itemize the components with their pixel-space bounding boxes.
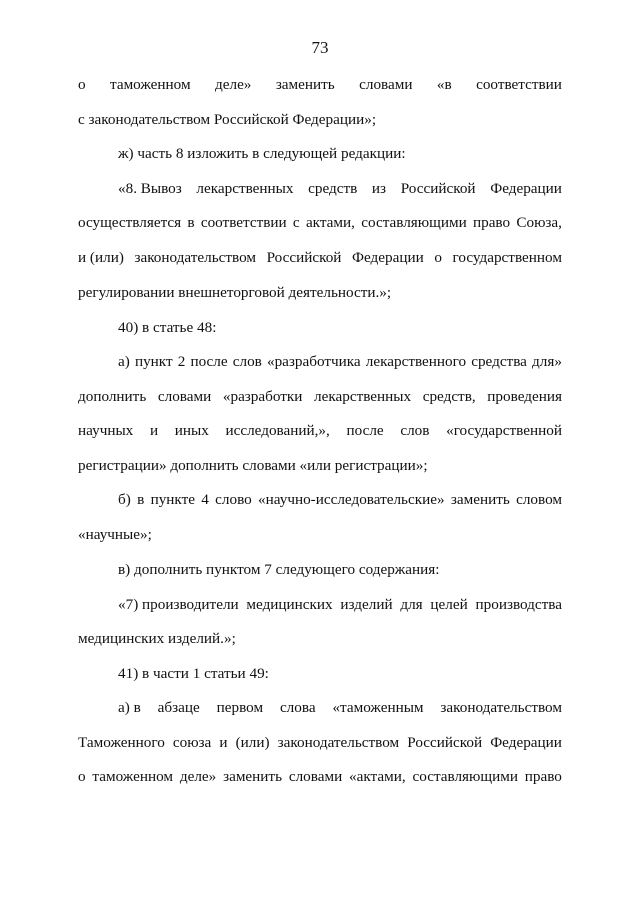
word: Российской [266, 249, 342, 266]
text-line-14: «научные»; [78, 526, 152, 543]
word: слово [215, 491, 252, 508]
word: пункт [134, 353, 173, 370]
word: право [524, 768, 562, 785]
word: законодательством [134, 249, 256, 266]
text-line-16 [118, 595, 562, 615]
text-line-9 [118, 352, 562, 372]
word: государственном [452, 249, 562, 266]
word: соответствии [476, 76, 562, 93]
word: дополнить [78, 388, 147, 405]
word: о [78, 76, 86, 93]
word: «7) производители [118, 596, 239, 613]
word: исследований,», [225, 422, 330, 439]
word: (или) [235, 734, 270, 751]
word: для» [532, 353, 562, 370]
word: Союза, [516, 214, 562, 231]
text-line-2: с законодательством Российской Федерации»; [78, 111, 377, 128]
text-line-17: медицинских изделий.»; [78, 630, 236, 647]
word: целей [430, 596, 468, 613]
word: деле» [179, 768, 217, 785]
text-line-6 [78, 248, 562, 268]
word: медицинских [246, 596, 333, 613]
word: научных [78, 422, 134, 439]
word: деле» [215, 76, 252, 93]
word: слова [279, 699, 316, 716]
text-line-12: регистрации» дополнить словами «или регистрации»; [78, 457, 428, 474]
word: «таможенным [332, 699, 424, 716]
text-line-19 [118, 698, 562, 718]
text-line-8: 40) в статье 48: [118, 319, 217, 336]
text-line-10 [78, 387, 562, 407]
word: таможенном [92, 768, 174, 785]
word: производства [475, 596, 562, 613]
word: в [137, 491, 145, 508]
word: Федерации [490, 180, 562, 197]
word: право [472, 214, 511, 231]
word: «в [436, 76, 452, 93]
word: а) в [118, 699, 141, 716]
word: осуществляется [78, 214, 182, 231]
word: таможенном [110, 76, 191, 93]
word: из [371, 180, 387, 197]
word: б) [118, 491, 131, 508]
text-line-11 [78, 421, 562, 441]
text-line-20 [78, 733, 562, 753]
page-number: 73 [311, 38, 329, 57]
word: словами [157, 388, 212, 405]
word: Российской [400, 180, 476, 197]
word: после [346, 422, 384, 439]
word: а) [118, 353, 130, 370]
word: словами [288, 768, 343, 785]
word: актами, [305, 214, 355, 231]
word: «научно-исследовательские» [258, 491, 445, 508]
word: изделий [340, 596, 393, 613]
word: средства [471, 353, 527, 370]
text-line-13 [118, 490, 562, 510]
word: и [219, 734, 228, 751]
text-line-1 [78, 75, 562, 95]
word: лекарственного [365, 353, 467, 370]
word: 2 [177, 353, 186, 370]
word: словами [359, 76, 413, 93]
text-line-18: 41) в части 1 статьи 49: [118, 665, 269, 682]
word: соответствии [200, 214, 287, 231]
word: и (или) [78, 249, 124, 266]
word: первом [216, 699, 264, 716]
word: союза [172, 734, 212, 751]
word: Федерации [490, 734, 562, 751]
word: законодательством [277, 734, 400, 751]
word: в [187, 214, 195, 231]
word: заменить [275, 76, 335, 93]
word: слов [400, 422, 430, 439]
word: иных [174, 422, 209, 439]
word: Федерации [352, 249, 424, 266]
text-line-21 [78, 767, 562, 787]
word: «актами, [349, 768, 406, 785]
word: для [400, 596, 423, 613]
word: о [434, 249, 442, 266]
text-line-7: регулировании внешнеторговой деятельности.»; [78, 284, 392, 301]
word: «разработки [222, 388, 303, 405]
word: составляющими [361, 214, 467, 231]
word: Российской [407, 734, 483, 751]
word: законодательством [440, 699, 562, 716]
text-line-5 [78, 213, 562, 233]
word: «разработчика [266, 353, 361, 370]
text-line-15: в) дополнить пунктом 7 следующего содержания: [118, 561, 440, 578]
word: средств, [422, 388, 476, 405]
word: «8. Вывоз [118, 180, 182, 197]
word: лекарственных [196, 180, 294, 197]
word: составляющими [412, 768, 518, 785]
word: словом [516, 491, 562, 508]
word: 4 [201, 491, 209, 508]
word: средств [308, 180, 358, 197]
word: и [149, 422, 159, 439]
word: с [292, 214, 300, 231]
word: о [78, 768, 86, 785]
text-line-3: ж) часть 8 изложить в следующей редакции: [118, 145, 406, 162]
word: пункте [150, 491, 195, 508]
word: «государственной [446, 422, 562, 439]
word: после [190, 353, 228, 370]
word: лекарственных [314, 388, 412, 405]
word: абзаце [157, 699, 200, 716]
word: заменить [223, 768, 282, 785]
word: проведения [487, 388, 562, 405]
text-line-4 [118, 179, 562, 199]
word: слов [232, 353, 262, 370]
word: Таможенного [78, 734, 165, 751]
word: заменить [450, 491, 510, 508]
